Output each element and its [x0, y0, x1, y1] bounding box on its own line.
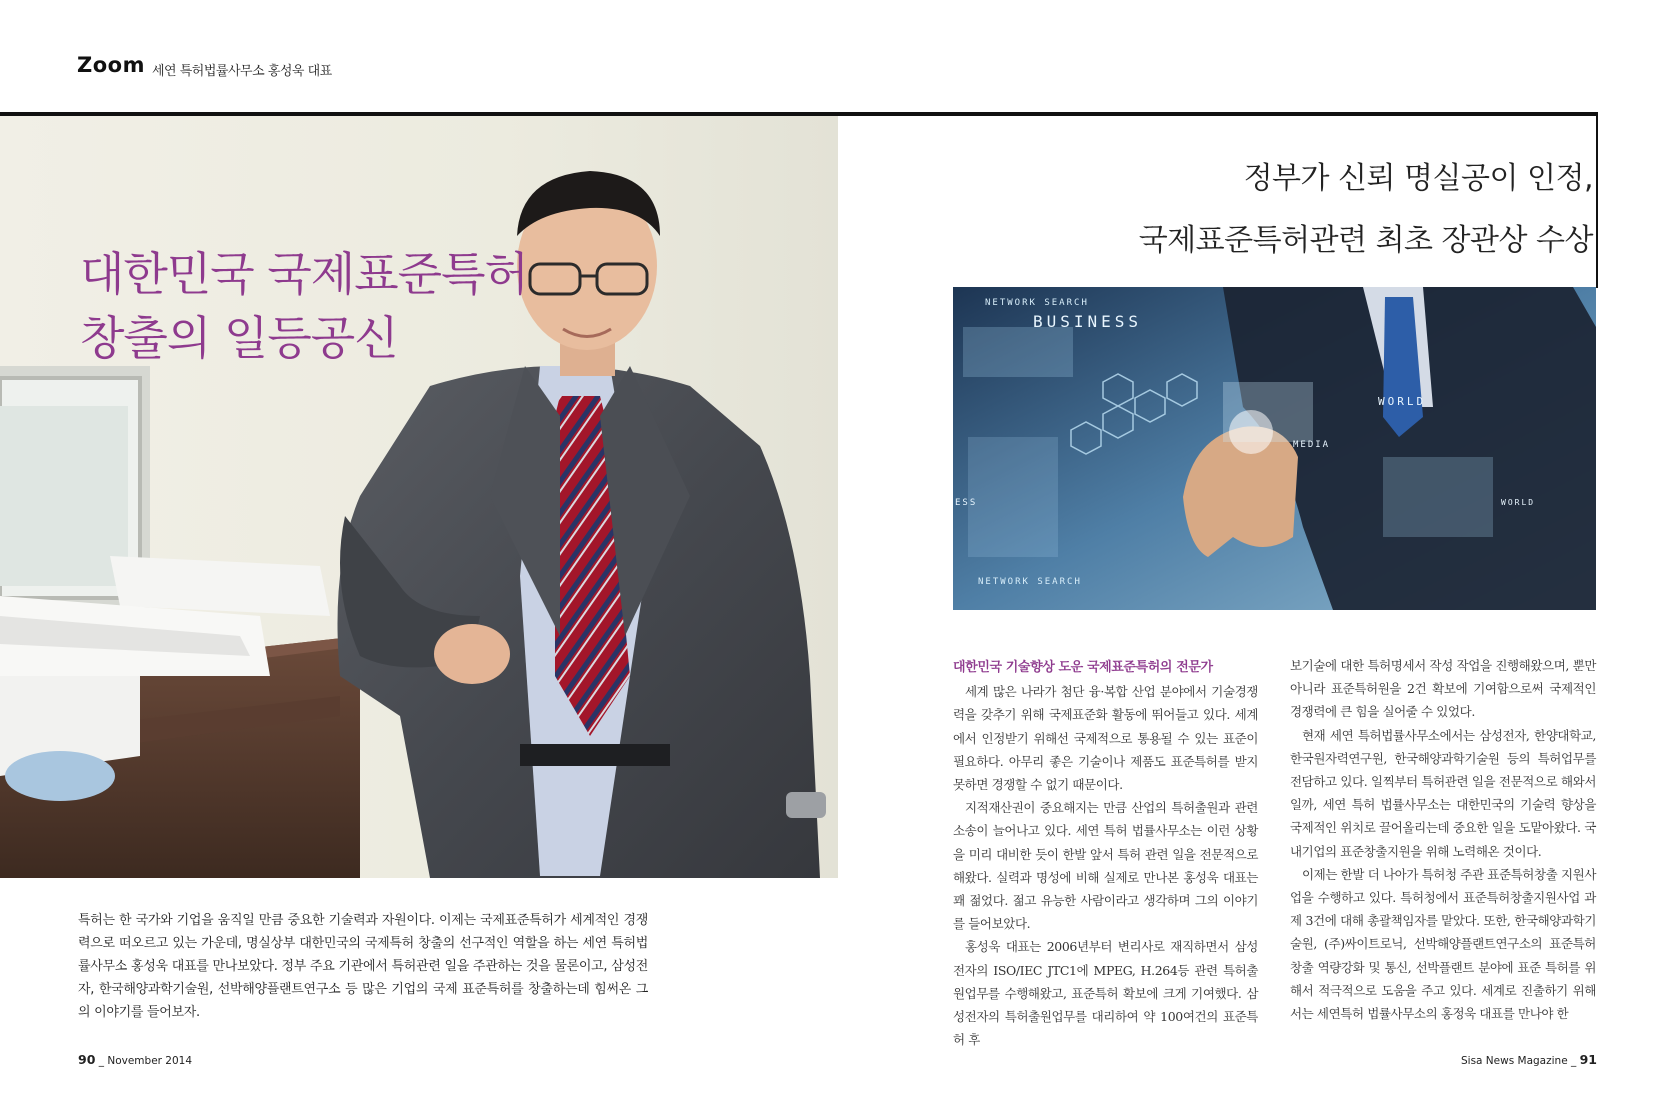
ess-label: ESS: [955, 498, 978, 508]
footer-right: Sisa News Magazine _ 91: [1460, 1052, 1597, 1067]
sub-headline-line1: 정부가 신뢰 명실공이 인정,: [1243, 161, 1593, 196]
main-headline: [80, 242, 600, 370]
section-label: Zoom: [77, 53, 145, 77]
main-headline-line1: 대한민국 국제표준특허: [80, 247, 528, 301]
network-search-top-label: NETWORK SEARCH: [985, 298, 1089, 308]
network-search-bottom-label: NETWORK SEARCH: [978, 577, 1082, 587]
media-label: MEDIA: [1293, 440, 1331, 450]
right-rule: [1596, 112, 1598, 288]
portrait-photo: [0, 116, 838, 878]
magazine-name: Sisa News Magazine: [1460, 1055, 1568, 1067]
sub-headline-line2: 국제표준특허관련 최초 장관상 수상: [1138, 223, 1593, 258]
article-paragraph: 홍성욱 대표는 2006년부터 변리사로 재직하면서 삼성전자의 ISO/IEC JTC1에 MPEG, H.264등 관련 특허출원업무를 수행해왔고, 표준특허 확보에 크게 기여했다. 삼성전자의 특허출원업무를 대리하여 약 100여건의 표준특허 후: [953, 939, 1258, 1048]
business-label: BUSINESS: [1033, 312, 1143, 331]
article-paragraph: 세계 많은 나라가 첨단 융·복합 산업 분야에서 기술경쟁력을 갖추기 위해 국제표준화 활동에 뛰어들고 있다. 세계에서 인정받기 위해선 국제적으로 통용될 수 있는 표준이 필요하다. 아무리 좋은 기술이나 제품도 표준특허를 받지 못하면 경쟁할 수 없기 때문이다.: [953, 684, 1258, 793]
page-number-right: 91: [1579, 1052, 1597, 1067]
intro-paragraph: 특허는 한 국가와 기업을 움직일 만큼 중요한 기술력과 자원이다. 이제는 국제표준특허가 세계적인 경쟁력으로 떠오르고 있는 가운데, 명실상부 대한민국의 국제특허 창출의 선구적인 역할을 하는 세연 특허법률사무소 홍성욱 대표를 만나보았다. 정부 주요 기관에서 특허관련 일을 주관하는 것을 물론이고, 삼성전자, 한국해양과학기술원, 선박해양플랜트연구소 등 많은 기업의 국제 표준특허를 창출하는데 힘써온 그의 이야기를 들어보자.: [78, 913, 648, 1020]
article-column-2: [1290, 654, 1596, 1025]
business-photo: [953, 287, 1596, 610]
issue-date: November 2014: [107, 1055, 193, 1067]
section-subtitle: 세연 특허법률사무소 홍성욱 대표: [152, 64, 332, 79]
article-paragraph: 현재 세연 특허법률사무소에서는 삼성전자, 한양대학교, 한국원자력연구원, 한국해양과학기술원 등의 특허업무를 전담하고 있다. 일찍부터 특허관련 일을 전문적으로 해와서일까, 세연 특허 법률사무소는 대한민국의 기술력 향상을 국제적인 위치로 끌어올리는데 중요한 일을 도맡아왔다. 국내기업의 표준창출지원을 위해 노력해온 것이다.: [1290, 727, 1596, 859]
world-small-label: WORLD: [1501, 498, 1536, 507]
page-number-left: 90: [78, 1052, 96, 1067]
article-paragraph: 지적재산권이 중요해지는 만큼 산업의 특허출원과 관련 소송이 늘어나고 있다. 세연 특허 법률사무소는 이런 상황을 미리 대비한 듯이 한발 앞서 특허 관련 일을 전문적으로 해왔다. 실력과 명성에 비해 실제로 만나본 홍성욱 대표는 꽤 젊었다. 젊고 유능한 사람이라고 생각하며 그의 이야기를 들어보았다.: [953, 800, 1258, 932]
article-column-1: [953, 656, 1258, 1051]
footer-left: 90 _ November 2014: [78, 1052, 193, 1067]
sub-headline: [1139, 148, 1593, 272]
main-headline-line2: 창출의 일등공신: [80, 311, 398, 365]
article-paragraph: 보기술에 대한 특허명세서 작성 작업을 진행해왔으며, 뿐만 아니라 표준특허원을 2건 확보에 기여함으로써 국제적인 경쟁력에 큰 힘을 실어줄 수 있었다.: [1290, 658, 1596, 720]
article-section-title: 대한민국 기술향상 도운 국제표준특허의 전문가: [953, 660, 1213, 675]
world-label: WORLD: [1378, 395, 1427, 408]
article-paragraph: 이제는 한발 더 나아가 특허청 주관 표준특허창출 지원사업을 수행하고 있다. 특허청에서 표준특허창출지원사업 과제 3건에 대해 총괄책임자를 맡았다. 또한, 한국해양과학기술원, (주)싸이트로닉, 선박해양플랜트연구소의 표준특허창출 역량강화 및 통신, 선박플랜트 분야에 표준 특허를 위해서 적극적으로 도움을 주고 있다. 세계로 진출하기 위해서는 세연특허 법률사무소의 홍정욱 대표를 만나야 한: [1290, 866, 1596, 1022]
